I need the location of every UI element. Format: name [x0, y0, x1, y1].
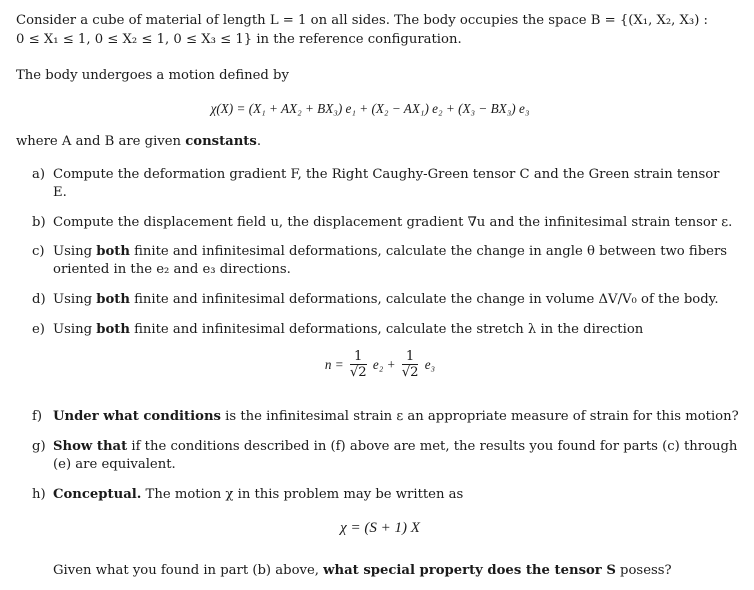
item-f-label: f) [32, 409, 43, 424]
item-c-bold: both [96, 244, 130, 259]
final-prefix: Given what you found in part (b) above, [53, 563, 324, 578]
n-frac-1-den: √2 [349, 365, 367, 380]
n-frac-2-den: √2 [401, 365, 419, 380]
item-f-rest: is the infinitesimal strain ε an appropriate measure of strain for this motion? [220, 409, 739, 424]
item-e-prefix: Using [53, 322, 97, 337]
constants-prefix: where A and B are given [16, 134, 186, 149]
item-d-prefix: Using [53, 292, 97, 307]
n-frac-2-num: 1 [402, 350, 419, 365]
final-line [53, 562, 672, 579]
item-h-label: h) [32, 487, 46, 502]
n-vec-1: e₂ + [372, 357, 396, 372]
item-g-rest: if the conditions described in (f) above are met, the results you found for parts (c) through [127, 439, 738, 454]
item-c-label: c) [32, 244, 45, 259]
item-e-rest: finite and infinitesimal deformations, calculate the stretch λ in the direction [129, 322, 644, 337]
item-g-label: g) [32, 439, 46, 454]
n-lhs: n = [324, 357, 344, 372]
item-h-bold: Conceptual. [53, 487, 142, 502]
n-frac-1 [350, 350, 367, 381]
item-c-rest: finite and infinitesimal deformations, calculate the change in angle θ between two fibers [129, 244, 728, 259]
item-a-label: a) [32, 167, 46, 182]
motion-intro: The body undergoes a motion defined by [16, 68, 289, 83]
constants-bold: constants [185, 134, 257, 149]
item-d-rest: finite and infinitesimal deformations, calculate the change in volume ΔV/V₀ of the body. [129, 292, 719, 307]
item-b-line-1: Compute the displacement field u, the displacement gradient ∇u and the infinitesimal strain tensor ε. [53, 215, 733, 230]
final-bold: what special property does the tensor S [323, 563, 616, 578]
n-frac-1-num: 1 [350, 350, 367, 365]
item-e-label: e) [32, 322, 45, 337]
item-b-label: b) [32, 215, 46, 230]
chi-equation: χ = (S + 1) X [340, 520, 420, 536]
item-a-line-2: E. [53, 185, 67, 200]
item-c-line-2: oriented in the e₂ and e₃ directions. [53, 262, 291, 277]
item-d-label: d) [32, 292, 46, 307]
item-e-bold: both [96, 322, 130, 337]
item-h-rest: The motion χ in this problem may be written as [141, 487, 464, 502]
item-f-bold: Under what conditions [53, 409, 221, 424]
item-h-line-1 [53, 486, 463, 503]
item-c-line-1 [53, 243, 727, 260]
item-d-line-1 [53, 291, 719, 308]
item-a-line-1: Compute the deformation gradient F, the Right Caughy-Green tensor C and the Green strain tensor [53, 167, 720, 182]
n-frac-2 [402, 350, 419, 381]
item-g-line-1 [53, 438, 737, 455]
final-suffix: posess? [615, 563, 672, 578]
intro-line-1: Consider a cube of material of length L = 1 on all sides. The body occupies the space B = {(X₁, X₂, X₃) : [16, 13, 708, 28]
item-g-line-2: (e) are equivalent. [53, 457, 176, 472]
item-d-bold: both [96, 292, 130, 307]
n-equation [300, 350, 460, 381]
constants-suffix: . [256, 134, 262, 149]
intro-line-2: 0 ≤ X₁ ≤ 1, 0 ≤ X₂ ≤ 1, 0 ≤ X₃ ≤ 1} in the reference configuration. [16, 32, 462, 47]
motion-equation: χ(X) = (X₁ + AX₂ + BX₃) e₁ + (X₂ − AX₁) e₂ + (X₃ − BX₃) e₃ [210, 101, 530, 116]
item-g-bold: Show that [53, 439, 128, 454]
item-f-line-1 [53, 408, 739, 425]
item-c-prefix: Using [53, 244, 97, 259]
constants-line [16, 133, 261, 150]
item-e-line-1 [53, 321, 643, 338]
n-vec-2: e₃ [424, 357, 436, 372]
